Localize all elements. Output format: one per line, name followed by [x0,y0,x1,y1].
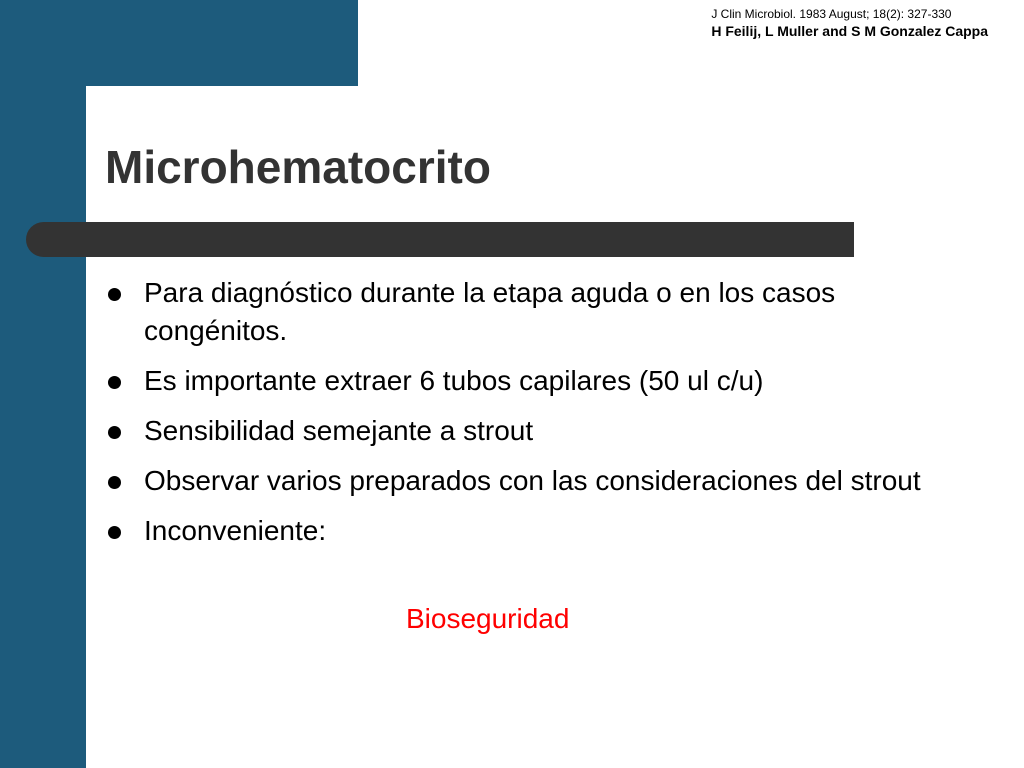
frame-top-block [0,0,358,86]
highlight-text: Bioseguridad [406,603,570,634]
bullet-dot-icon [108,426,121,439]
bullet-dot-icon [108,376,121,389]
slide-title: Microhematocrito [105,141,491,193]
frame-left-bar [0,0,86,768]
bullet-dot-icon [108,476,121,489]
bullet-dot-icon [108,526,121,539]
bullet-text: Inconveniente: [144,515,327,546]
bullet-text: Sensibilidad semejante a strout [144,415,534,446]
bullet-item [104,362,964,400]
bullet-text: Es importante extraer 6 tubos capilares (50 ul c/u) [144,365,764,396]
citation [711,7,988,40]
bullet-text: Para diagnóstico durante la etapa aguda o en los casos congénitos. [144,277,836,346]
bullet-item [104,274,964,350]
citation-journal: J Clin Microbiol. 1983 August; 18(2): 327-330 [711,7,952,21]
bullet-list [104,274,964,562]
bullet-text: Observar varios preparados con las consideraciones del strout [144,465,921,496]
bullet-dot-icon [108,288,121,301]
bullet-item [104,512,964,550]
title-underline-bar [26,222,854,257]
citation-authors: H Feilij, L Muller and S M Gonzalez Cappa [711,23,988,39]
bullet-item [104,412,964,450]
bullet-item [104,462,964,500]
